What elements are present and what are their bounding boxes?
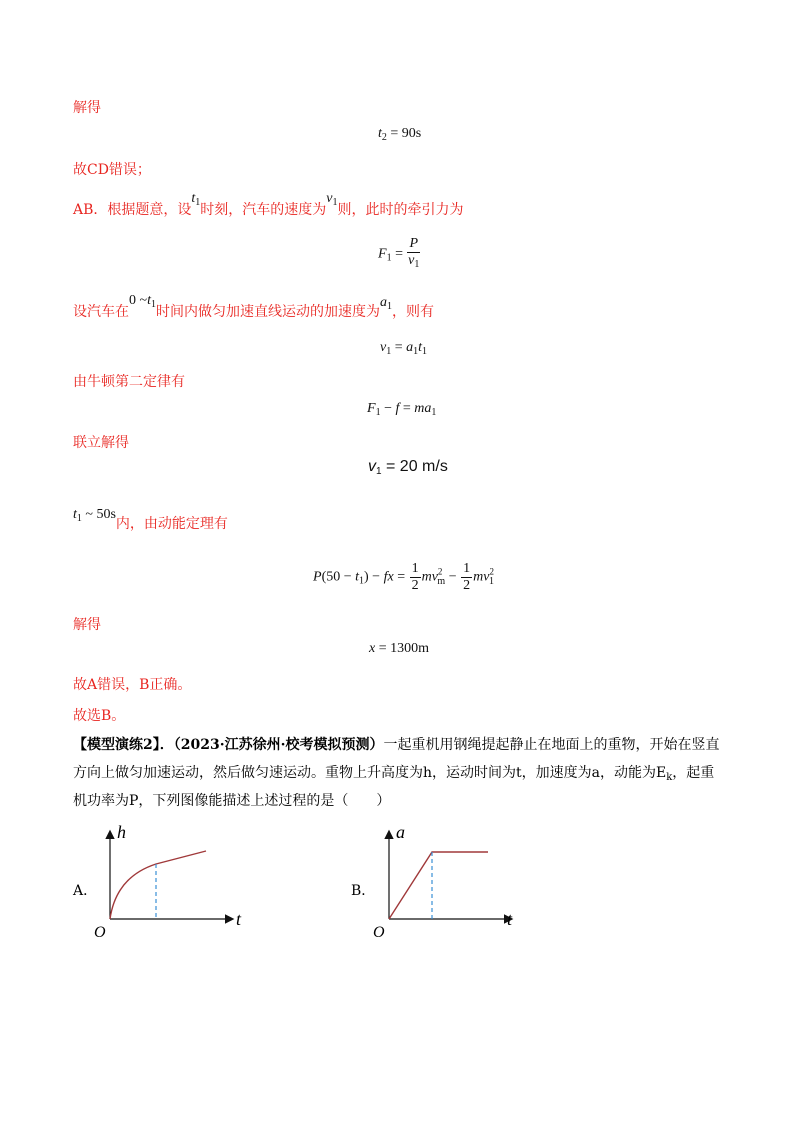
problem-line-1: 【模型演练2】．（2023·江苏徐州·校考模拟预测）一起重机用钢绳提起静止在地面上的重物，开始在竖直 — [73, 737, 720, 753]
origin-label: O — [94, 924, 106, 941]
option-b-label[interactable]: B． — [351, 883, 376, 899]
axis-label-h: h — [117, 822, 126, 842]
problem-line-2: 方向上做匀加速运动，然后做匀速运动。重物上升高度为h，运动时间为t，加速度为a，动能为$E_k$，起重 — [73, 765, 715, 783]
line-accel-setup: 设汽车在0 $\sim t_1$时间内做匀加速直线运动的加速度为$a_1$，则有 — [73, 293, 434, 320]
option-a-graph[interactable] — [90, 822, 260, 942]
line-newton: 由牛顿第二定律有 — [73, 374, 185, 390]
eq-f1: $F_1$ = $\frac{P}{v_1}$ — [378, 236, 420, 270]
a-curve — [389, 852, 488, 919]
line-energy: $t_1$ ~ 50s内，由动能定理有 — [73, 507, 228, 532]
axis-label-a: a — [396, 822, 405, 842]
h-curve — [110, 851, 206, 919]
eq-newton: $F_1 - f = ma_1$ — [367, 401, 437, 418]
eq-x: x = 1300m — [369, 641, 430, 656]
line-lianli: 联立解得 — [73, 435, 129, 451]
line-a-wrong-b-right: 故A错误，B正确。 — [73, 677, 192, 693]
line-jiede-1: 解得 — [73, 100, 101, 116]
line-jiede-2: 解得 — [73, 617, 101, 633]
eq-v1-result: $v_1 = 20$ m/s — [368, 458, 448, 477]
line-choose-b: 故选B。 — [73, 708, 126, 724]
eq-v1-a1t1: $v_1 = a_1t_1$ — [380, 340, 428, 357]
eq-t2: $t_2 = 90s$ — [378, 126, 422, 143]
axis-label-t: t — [507, 909, 513, 929]
line-ab-setup: AB．根据题意，设$t_1$时刻，汽车的速度为$v_1$则，此时的牵引力为 — [73, 191, 464, 218]
problem-line-3: 机功率为P，下列图像能描述上述过程的是（ ） — [73, 793, 391, 809]
option-b-graph[interactable] — [369, 822, 539, 942]
line-cd-wrong: 故CD错误； — [73, 162, 151, 178]
axis-label-t: t — [236, 909, 242, 929]
origin-label: O — [373, 924, 385, 941]
eq-energy: $P(50 - t_1)$ − fx = $\frac{1}{2}$ $mv^2_m$ − $\frac{1}{2}$ $mv^2_1$ — [313, 561, 494, 593]
option-a-label[interactable]: A． — [73, 883, 98, 899]
